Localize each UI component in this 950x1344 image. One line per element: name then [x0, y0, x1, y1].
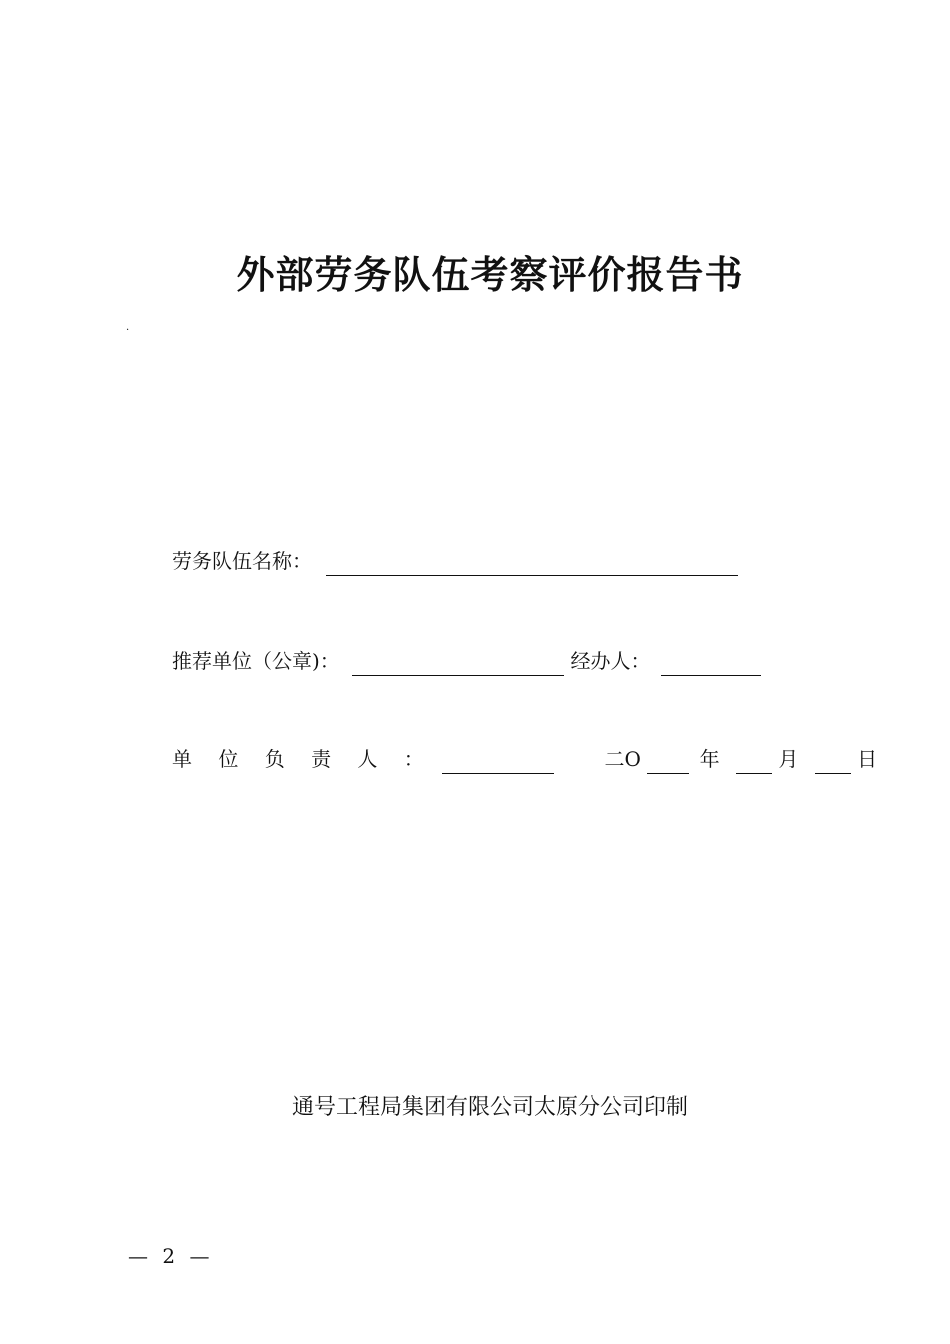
month-label: 月 [778, 747, 799, 771]
year-label: 年 [699, 747, 720, 771]
handler-label: 经办人： [570, 649, 651, 673]
recommend-unit-blank[interactable] [352, 649, 564, 676]
date-prefix: 二O [604, 747, 641, 771]
month-blank[interactable] [736, 747, 772, 774]
recommend-unit-label: 推荐单位（公章)： [172, 649, 340, 673]
recommend-unit-row [172, 646, 761, 676]
printing-organization: 通号工程局集团有限公司太原分公司印制 [291, 1095, 688, 1120]
handler-blank[interactable] [661, 649, 761, 676]
year-blank[interactable] [647, 747, 689, 774]
team-name-row [172, 546, 738, 576]
unit-head-blank[interactable] [442, 747, 554, 774]
unit-head-label: 单 位 负 责 人 ： [172, 747, 434, 771]
unit-head-row [172, 744, 877, 774]
document-title: 外部劳务队伍考察评价报告书 [236, 253, 744, 297]
team-name-label: 劳务队伍名称： [172, 549, 312, 573]
page-number: — 2 — [128, 1244, 214, 1268]
team-name-blank[interactable] [326, 549, 738, 576]
stray-mark: . [126, 322, 130, 333]
day-blank[interactable] [815, 747, 851, 774]
day-label: 日 [857, 747, 878, 771]
